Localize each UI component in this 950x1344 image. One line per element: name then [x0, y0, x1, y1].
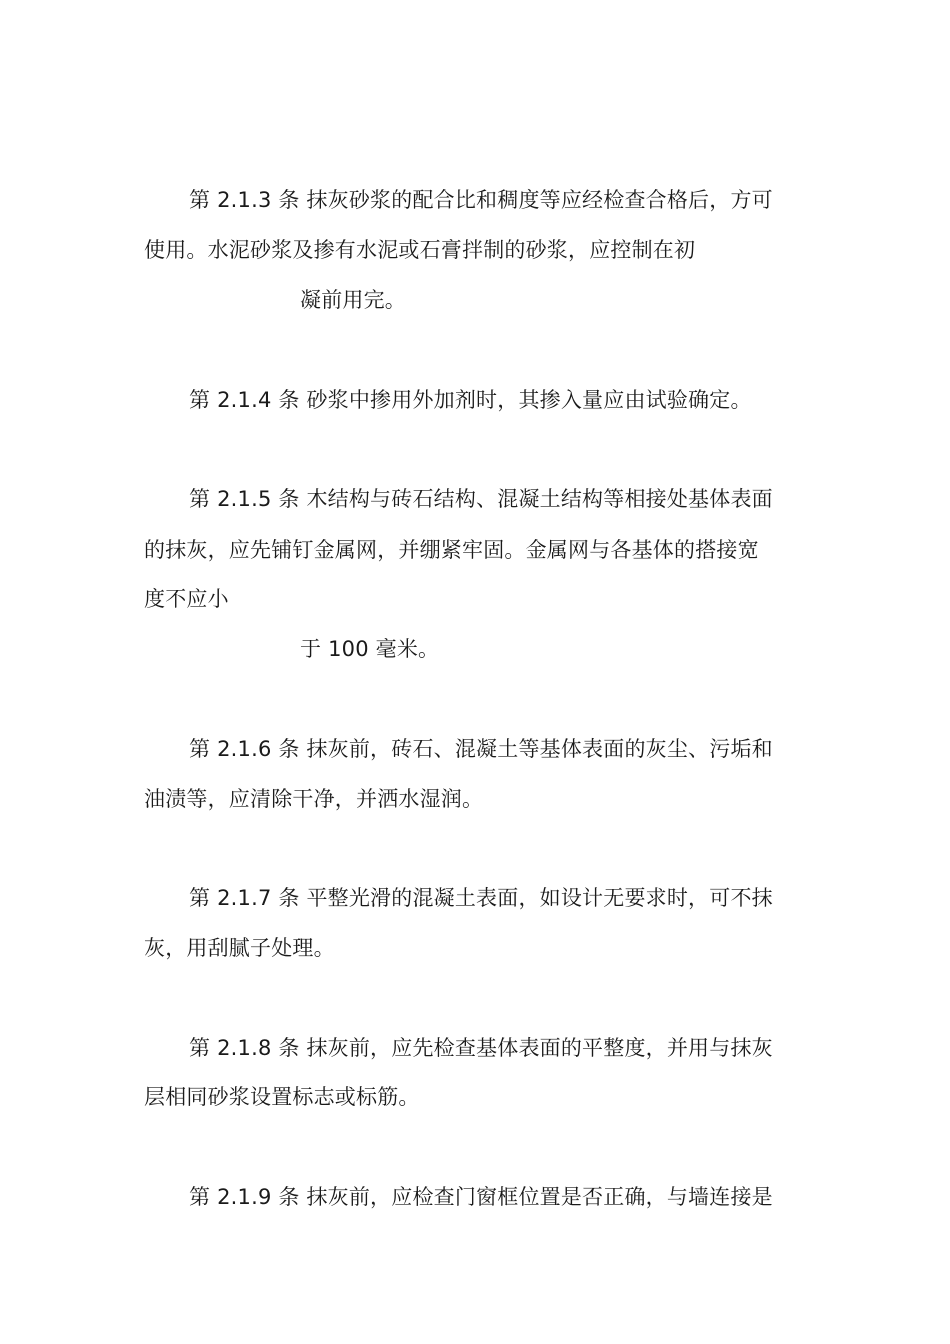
clause-first-line: 第 2.1.9 条 抹灰前，应检查门窗框位置是否正确，与墙连接是 — [189, 1185, 773, 1209]
clause-first-line: 第 2.1.6 条 抹灰前，砖石、混凝土等基体表面的灰尘、污垢和 — [189, 737, 773, 761]
clause-line: 灰，用刮腻子处理。 — [144, 936, 335, 960]
clause-line: 度不应小 — [144, 587, 229, 611]
clause-first-line: 第 2.1.3 条 抹灰砂浆的配合比和稠度等应经检查合格后，方可 — [189, 188, 773, 212]
clause-first-line: 第 2.1.7 条 平整光滑的混凝土表面，如设计无要求时，可不抹 — [189, 886, 773, 910]
clause-first-line: 第 2.1.8 条 抹灰前，应先检查基体表面的平整度，并用与抹灰 — [189, 1036, 773, 1060]
clause-line: 层相同砂浆设置标志或标筋。 — [144, 1085, 420, 1109]
clause-line: 的抹灰，应先铺钉金属网，并绷紧牢固。金属网与各基体的搭接宽 — [144, 538, 759, 562]
clause-line: 使用。水泥砂浆及掺有水泥或石膏拌制的砂浆，应控制在初 — [144, 238, 696, 262]
clause-line: 油渍等，应清除干净，并洒水湿润。 — [144, 787, 484, 811]
clause-line: 于 100 毫米。 — [300, 637, 440, 661]
clause-first-line: 第 2.1.4 条 砂浆中掺用外加剂时，其掺入量应由试验确定。 — [189, 388, 752, 412]
clause-line: 凝前用完。 — [300, 288, 406, 312]
clause-first-line: 第 2.1.5 条 木结构与砖石结构、混凝土结构等相接处基体表面 — [189, 487, 773, 511]
